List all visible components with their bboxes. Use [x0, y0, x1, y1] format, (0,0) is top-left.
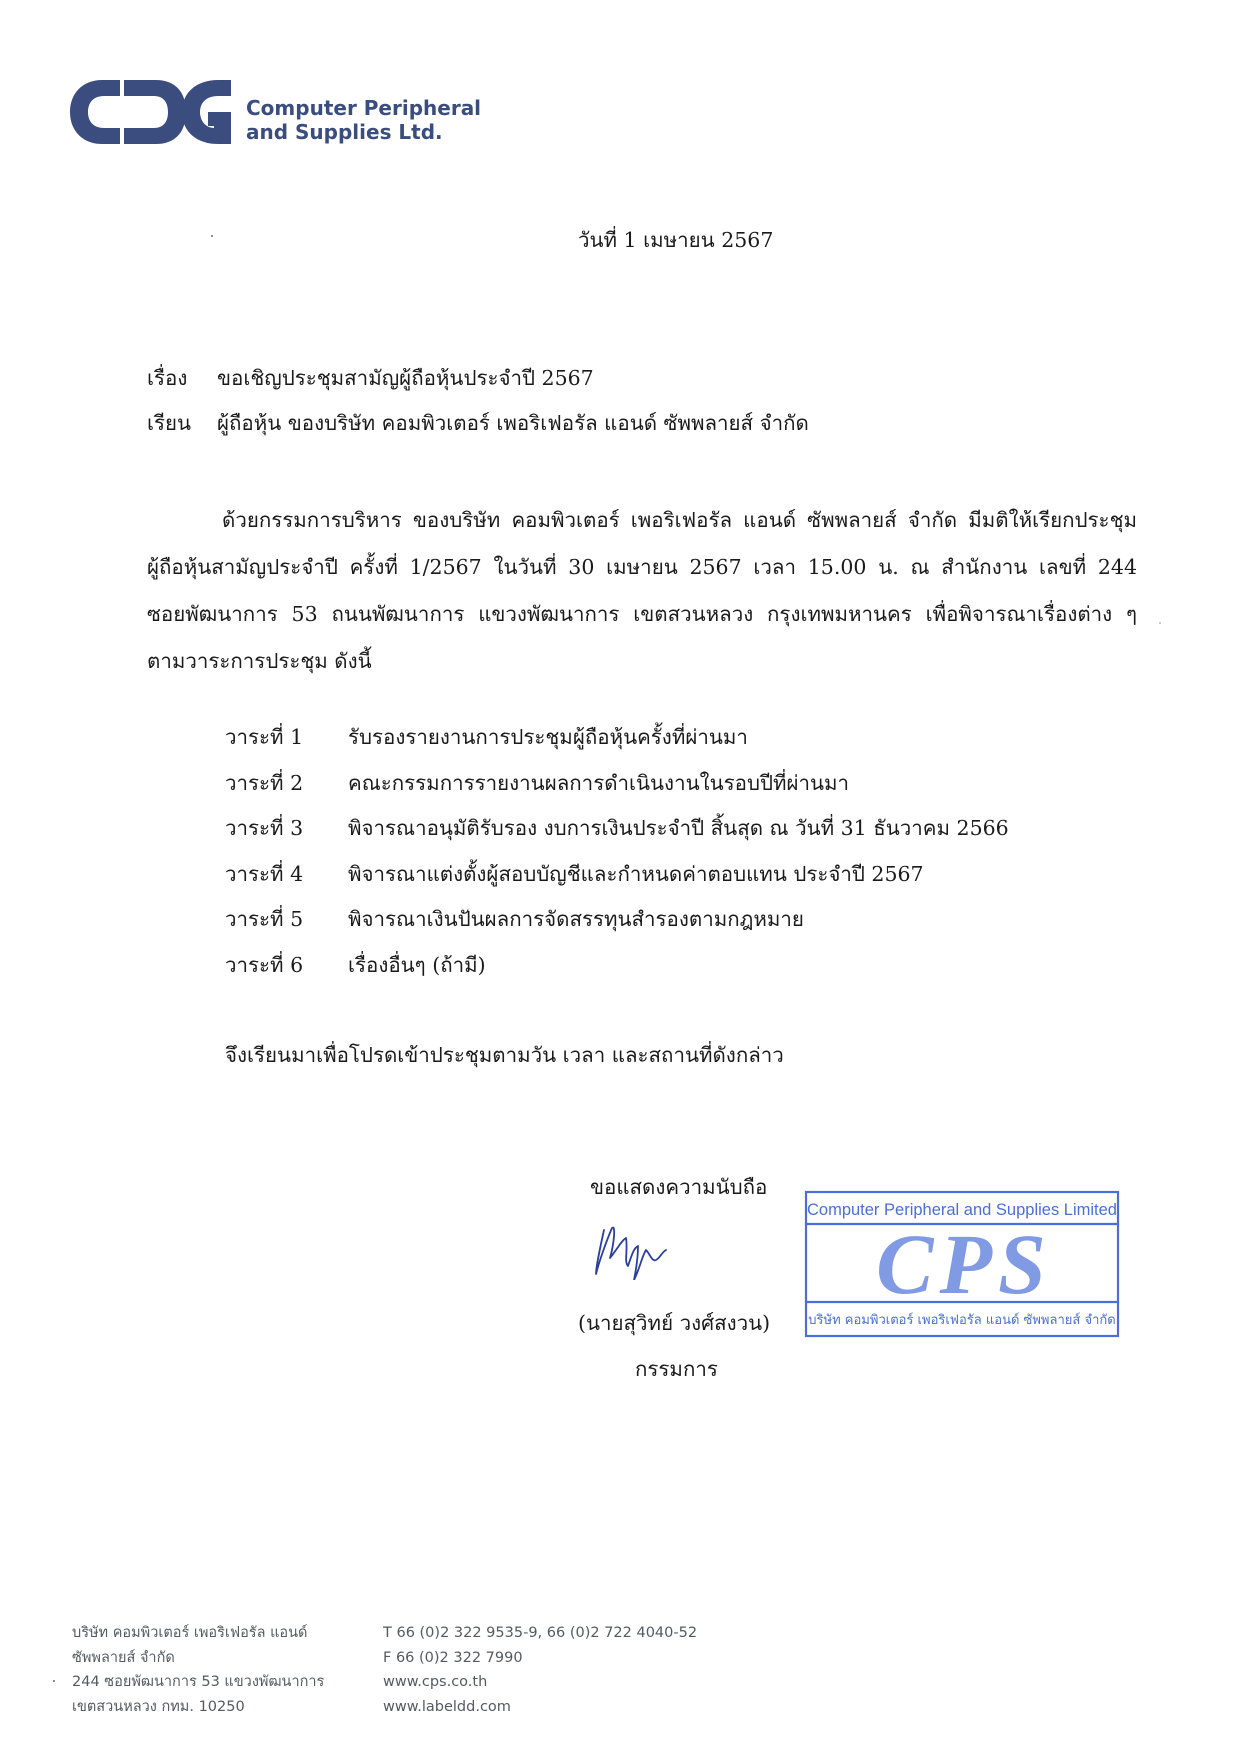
- agenda-number: วาระที่ 1: [225, 725, 304, 749]
- signer-name: (นายสุวิทย์ วงศ์สงวน): [578, 1311, 771, 1335]
- footer-address-line: 244 ซอยพัฒนาการ 53 แขวงพัฒนาการ: [72, 1674, 325, 1690]
- closing-line: จึงเรียนมาเพื่อโปรดเข้าประชุมตามวัน เวลา และสถานที่ดังกล่าว: [225, 1043, 784, 1067]
- cdg-logo-mark: [68, 78, 233, 146]
- agenda-item: [225, 814, 1009, 860]
- company-stamp: [804, 1190, 1120, 1338]
- agenda-text: พิจารณาเงินปันผลการจัดสรรทุนสำรองตามกฎหมาย: [348, 907, 804, 931]
- company-name-line1: Computer Peripheral: [246, 96, 482, 120]
- agenda-text: คณะกรรมการรายงานผลการดำเนินงานในรอบปีที่ผ่านมา: [348, 770, 850, 795]
- letter-date: วันที่ 1 เมษายน 2567: [578, 228, 774, 252]
- paragraph-line: ด้วยกรรมการบริหาร ของบริษัท คอมพิวเตอร์ เพอริเฟอรัล แอนด์ ซัพพลายส์ จำกัด มีมติให้เรียกประชุม: [222, 508, 1137, 532]
- footer-phone: T 66 (0)2 322 9535-9, 66 (0)2 722 4040-52: [383, 1625, 698, 1641]
- footer-address-line: บริษัท คอมพิวเตอร์ เพอริเฟอรัล แอนด์: [72, 1625, 308, 1641]
- footer-address: [72, 1621, 324, 1719]
- subject-text: ขอเชิญประชุมสามัญผู้ถือหุ้นประจำปี 2567: [217, 366, 594, 390]
- regards-text: ขอแสดงความนับถือ: [590, 1175, 768, 1199]
- agenda-item: [225, 905, 1009, 951]
- agenda-number: วาระที่ 4: [225, 861, 304, 886]
- signature: [590, 1218, 680, 1280]
- agenda-item: [225, 860, 1009, 906]
- scan-speck: [1159, 622, 1161, 624]
- recipient-label: เรียน: [147, 411, 192, 435]
- agenda-item: [225, 951, 1009, 997]
- agenda-item: [225, 769, 1009, 815]
- paragraph-line: ซอยพัฒนาการ 53 ถนนพัฒนาการ แขวงพัฒนาการ เขตสวนหลวง กรุงเทพมหานคร เพื่อพิจารณาเรื่องต่าง ๆ: [147, 602, 1137, 626]
- recipient-text: ผู้ถือหุ้น ของบริษัท คอมพิวเตอร์ เพอริเฟอรัล แอนด์ ซัพพลายส์ จำกัด: [217, 411, 809, 435]
- agenda-text: เรื่องอื่นๆ (ถ้ามี): [348, 952, 486, 977]
- agenda-number: วาระที่ 5: [225, 907, 304, 931]
- agenda-text: พิจารณาแต่งตั้งผู้สอบบัญชีและกำหนดค่าตอบแทน ประจำปี 2567: [348, 861, 924, 886]
- svg-text:Computer Peripheral and Suppli: Computer Peripheral and Supplies Limited: [806, 1201, 1118, 1219]
- footer-address-line: ซัพพลายส์ จำกัด: [72, 1649, 175, 1666]
- paragraph-line: ตามวาระการประชุม ดังนี้: [147, 649, 372, 673]
- agenda-list: [225, 723, 1009, 996]
- invitation-paragraph: [147, 497, 1137, 685]
- company-name-line2: and Supplies Ltd.: [246, 120, 443, 144]
- paragraph-line: ผู้ถือหุ้นสามัญประจำปี ครั้งที่ 1/2567 ในวันที่ 30 เมษายน 2567 เวลา 15.00 น. ณ สำนักงาน เลขที่ 244: [147, 555, 1137, 579]
- svg-text:CPS: CPS: [876, 1216, 1052, 1312]
- scan-speck: [211, 235, 213, 237]
- agenda-text: รับรองรายงานการประชุมผู้ถือหุ้นครั้งที่ผ่านมา: [348, 725, 748, 749]
- footer-fax: F 66 (0)2 322 7990: [383, 1649, 523, 1666]
- agenda-number: วาระที่ 6: [225, 952, 304, 977]
- company-logo: [68, 78, 482, 148]
- footer-address-line: เขตสวนหลวง กทม. 10250: [72, 1698, 245, 1715]
- signer-title: กรรมการ: [635, 1357, 718, 1381]
- recipient-row: [147, 409, 809, 437]
- subject-label: เรื่อง: [147, 366, 188, 390]
- footer-website-link[interactable]: www.cps.co.th: [383, 1674, 488, 1690]
- agenda-number: วาระที่ 3: [225, 816, 304, 840]
- subject-row: [147, 364, 594, 392]
- agenda-number: วาระที่ 2: [225, 770, 304, 795]
- footer-contact: [383, 1621, 697, 1719]
- footer-website-link[interactable]: www.labeldd.com: [383, 1698, 511, 1715]
- scan-speck: [53, 1680, 55, 1682]
- company-name-en: [246, 96, 482, 144]
- svg-text:บริษัท คอมพิวเตอร์ เพอริเฟอรัล: บริษัท คอมพิวเตอร์ เพอริเฟอรัล แอนด์ ซัพพลายส์ จำกัด: [808, 1313, 1116, 1328]
- agenda-text: พิจารณาอนุมัติรับรอง งบการเงินประจำปี สิ้นสุด ณ วันที่ 31 ธันวาคม 2566: [348, 816, 1009, 840]
- agenda-item: [225, 723, 1009, 769]
